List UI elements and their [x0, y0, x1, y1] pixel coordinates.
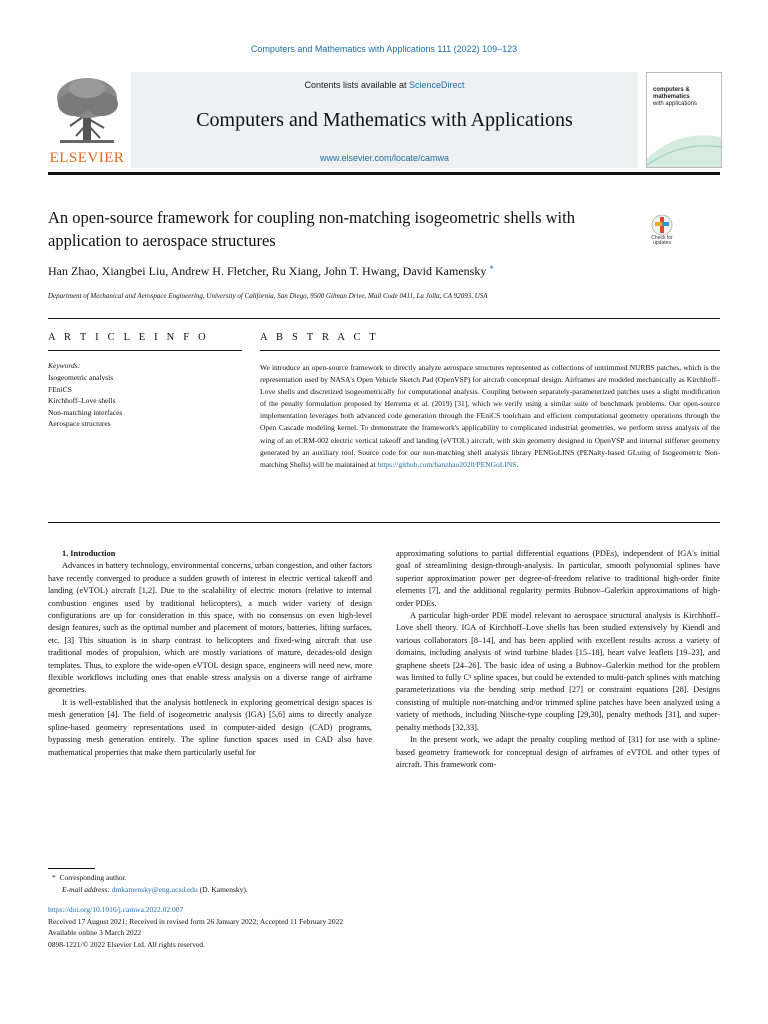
abstract-end: .: [516, 459, 519, 469]
journal-title: Computers and Mathematics with Applications: [196, 109, 573, 131]
author-names: Han Zhao, Xiangbei Liu, Andrew H. Fletcher, Ru Xiang, John T. Hwang, David Kamensky: [48, 264, 487, 278]
body-column-right: [396, 548, 720, 771]
cover-title: [653, 87, 697, 108]
keyword-item: Non-matching interfaces: [48, 407, 123, 417]
corresponding-author-mark[interactable]: *: [489, 264, 494, 274]
abstract-bottom-divider: [48, 522, 720, 523]
author-list: [48, 264, 494, 279]
abstract-heading: A B S T R A C T: [260, 332, 379, 343]
doi-link[interactable]: https://doi.org/10.1016/j.camwa.2022.02.007: [48, 905, 184, 914]
article-info-rule: [48, 350, 242, 351]
masthead-divider: [48, 172, 720, 175]
contents-availability: [131, 80, 638, 90]
journal-cover-thumbnail[interactable]: [646, 72, 722, 168]
article-info-heading: A R T I C L E I N F O: [48, 332, 209, 343]
elsevier-tree-icon: [52, 74, 122, 146]
abstract-text: We introduce an open-source framework to directly analyze aerospace structures represented as collections of untrimmed NURBS patches, which is the representation used by NASA's Open Vehicle Sketch Pad (OpenVSP) for aircraft conceptual design. Airframes are modeled mechanically as Kirchhoff–Love shells and discretized isogeometrically for computational analysis. Coupling between separately-parameterized patches uses a slight modification of the penalty formulation proposed by Herrema et al. (2019) [31], which we verify using a similar suite of benchmark problems. Our open-source implementation leverages both advanced code generation through the FEniCS toolchain and efficient computational geometry operations through the Open Cascade modeling kernel. To demonstrate the framework's applicability to complicated industrial geometries, we perform stress analysis of the wing of an eCRM-002 electric vertical takeoff and landing (eVTOL) aircraft, with skin geometry designed in OpenVSP and internal stiffener geometry generated by an auxiliary tool. Source code for our non-matching shell analysis library PENGoLINS (PENalty-based GLuing of Isogeometric Non-matching Shells) will be maintained at: [260, 363, 720, 469]
copyright: 0898-1221/© 2022 Elsevier Ltd. All rights reserved.: [48, 939, 205, 949]
elsevier-logo[interactable]: [48, 72, 126, 166]
email-label: E-mail address:: [62, 885, 110, 894]
body-paragraph: In the present work, we adapt the penalty coupling method of [31] for use with a spline-based geometry framework for conceptual design of airframes of eVTOL and other types of aircraft. This framework com-: [396, 735, 720, 769]
crossmark-icon: [646, 214, 678, 236]
keyword-item: Isogeometric analysis: [48, 373, 114, 382]
contents-prefix: Contents lists available at: [304, 80, 410, 90]
cover-title-line: computers &: [653, 87, 690, 93]
corresponding-author-label: Corresponding author.: [59, 873, 127, 882]
keyword-item: Aerospace structures: [48, 419, 111, 428]
abstract-rule: [260, 350, 720, 351]
check-for-updates-label: Check for updates: [651, 235, 673, 246]
email-owner: (D. Kamensky).: [199, 885, 248, 894]
section-title-introduction: 1. Introduction: [62, 549, 116, 558]
body-paragraph: A particular high-order PDE model relevant to aerospace structural analysis is Kirchhoff–Love shell theory. IGA of Kirchhoff–Love shells has been studied extensively by Kiendl and various collaborators [8–14], and has been applied with excellent results across a variety of domains, including analysis of wind turbine blades [15–18], heart valve leaflets [19–23], and graphene sheets [24–26]. The basic idea of using a Bubnov–Galerkin method for the problem was limited to fully C¹ spline spaces, but could be extended to multi-patch splines with matching parameterizations via the bending strip method [27] or constraint equations [28]. Designs consisting of multiple non-matching and/or trimmed spline patches have been analyzed using a variety of methods, including Nitsche-type coupling [29,30], penalty methods [31], and super-penalty methods [32,33].: [396, 611, 720, 732]
available-online: Available online 3 March 2022: [48, 928, 142, 938]
email-link[interactable]: dmkamensky@eng.ucsd.edu: [111, 885, 198, 894]
body-paragraph: approximating solutions to partial differential equations (PDEs), independent of IGA's initial goal of streamlining design-through-analysis. In particular, smooth polynomial splines have superior approximation power per degree-of-freedom relative to traditional high-order finite elements [7], and the additional regularity permits Bubnov–Galerkin approximations of high-order PDEs.: [396, 549, 720, 608]
footnote-mark: *: [52, 873, 56, 882]
front-matter-divider: [48, 318, 720, 319]
github-repo-link[interactable]: https://github.com/hanzhao2020/PENGoLINS: [377, 459, 517, 469]
journal-homepage-link[interactable]: www.elsevier.com/locate/camwa: [319, 153, 450, 163]
elsevier-wordmark: ELSEVIER: [49, 150, 125, 166]
corresponding-author-note: [52, 872, 248, 884]
affiliation: Department of Mechanical and Aerospace Engineering, University of California, San Diego, 9500 Gilman Drive, Mail Code 0411, La Jolla, CA 92093, USA: [48, 292, 488, 300]
footnote: [52, 872, 248, 896]
email-line: [52, 884, 248, 896]
cover-artwork: [647, 119, 721, 167]
keyword-item: Kirchhoff–Love shells: [48, 396, 116, 405]
cover-title-line: mathematics: [653, 94, 690, 100]
check-for-updates-badge[interactable]: [646, 214, 678, 250]
body-column-left: [48, 548, 372, 759]
received-dates: Received 17 August 2021; Received in revised form 26 January 2022; Accepted 11 February 2022: [48, 916, 344, 926]
abstract-body: [260, 362, 720, 471]
keyword-list: [48, 372, 122, 430]
journal-banner: [131, 72, 638, 168]
article-history: [48, 904, 343, 950]
cover-title-line: with applications: [653, 101, 698, 107]
keyword-item: FEniCS: [48, 384, 72, 394]
body-paragraph: Advances in battery technology, environmental concerns, urban congestion, and other factors have recently converged to produce a sudden growth of interest in electric vertical takeoff and landing (eVTOL) aircraft [1,2]. Due to the scalability of electric motors (relative to internal combustion engines used by traditional helicopters), a much wider variety of design configurations are up for consideration in this space, with no consensus on even high-level design features, such as the optimal number and placement of motors, batteries, lifting surfaces, etc. [3] This situation is in sharp contrast to helicopters and fixed-wing aircraft that use traditional modes of propulsion, which are mostly variations of mature, decades-old design templates. Thus, to explore the wide-open eVTOL design space, engineers will need new, more flexible workflows including ones that enable stress analysis on a diverse range of airframe geometries.: [48, 561, 372, 695]
keywords-label: Keywords:: [48, 361, 81, 370]
body-paragraph: It is well-established that the analysis bottleneck in exploring geometrical design spaces is mesh generation [4]. The field of isogeometric analysis (IGA) [5,6] aims to directly analyze spline-based geometry representations used in computer-aided design (CAD) programs, bypassing mesh generation entirely. The spline function spaces used in CAD also have mathematical properties that make them particularly useful for: [48, 697, 372, 757]
sciencedirect-link[interactable]: ScienceDirect: [409, 80, 465, 90]
masthead: [48, 72, 720, 168]
footnote-divider: [48, 868, 95, 869]
paper-title: An open-source framework for coupling non-matching isogeometric shells with application to aerospace structures: [48, 208, 575, 250]
journal-citation-link[interactable]: Computers and Mathematics with Applications 111 (2022) 109–123: [250, 44, 518, 54]
